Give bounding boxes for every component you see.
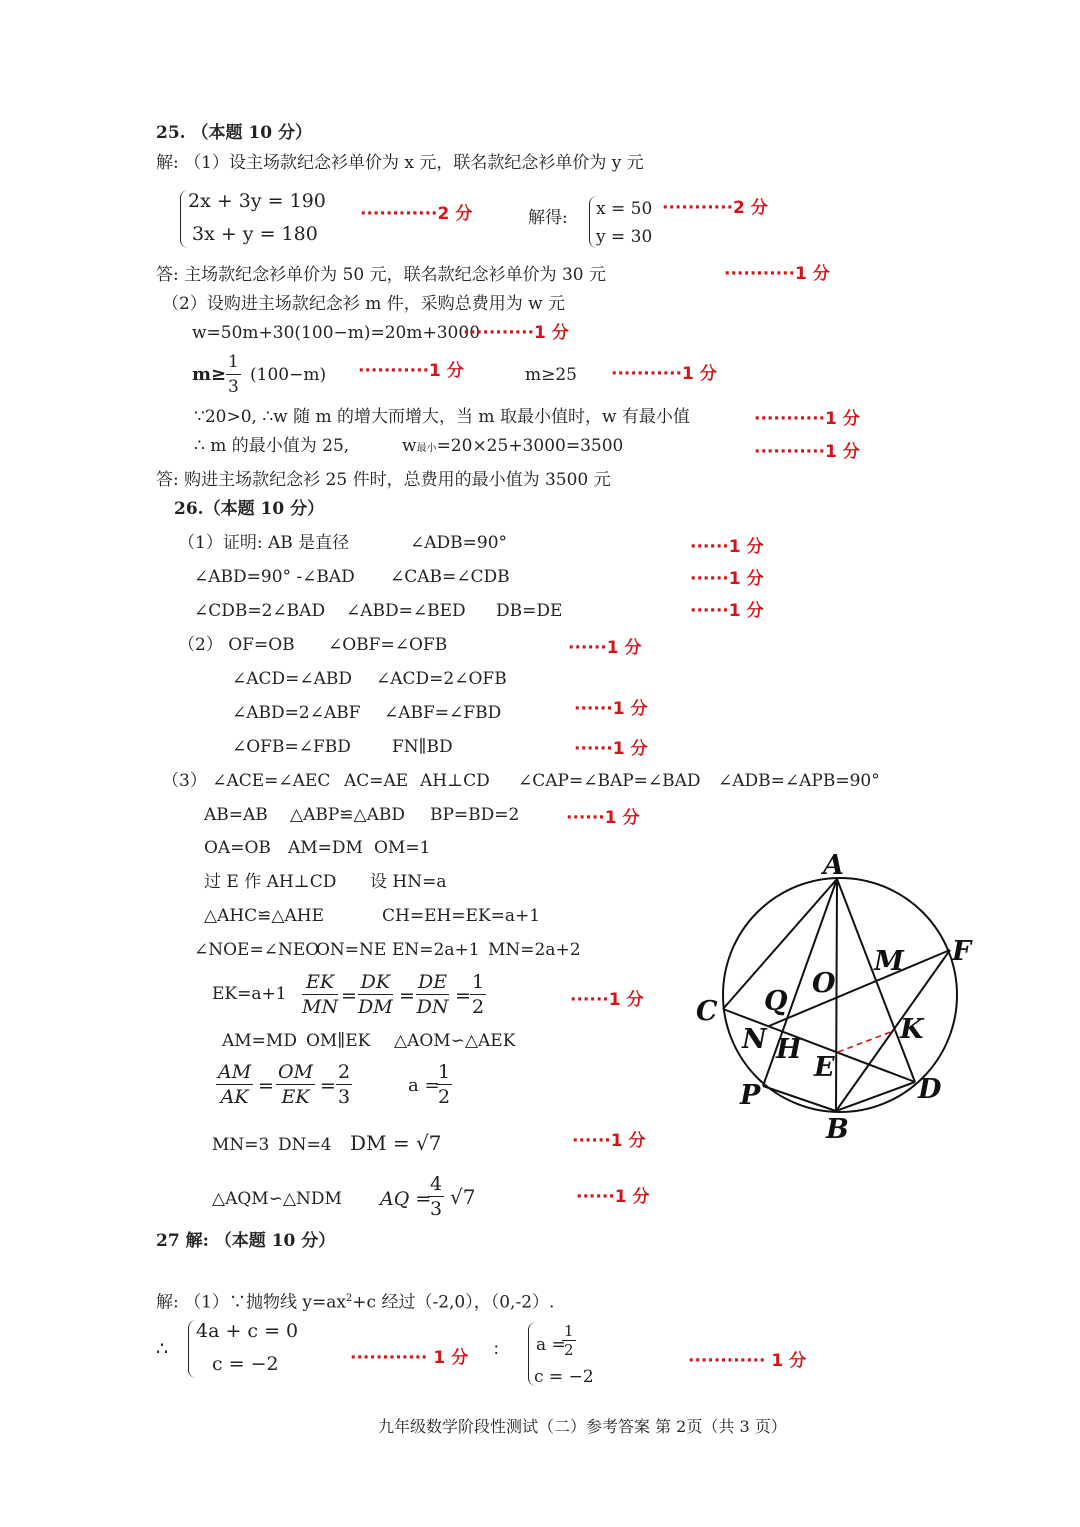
q26-aq-num: 4: [430, 1173, 443, 1195]
label-n: N: [742, 1024, 767, 1055]
q26-p3-l8c: △AOM∽△AEK: [394, 1031, 516, 1051]
q26-score-1: ······1 分: [690, 537, 764, 557]
line-pb: [763, 1086, 836, 1111]
label-o: O: [812, 968, 836, 999]
q25-ineq-num: 1: [226, 350, 241, 375]
q26-frac-two-thirds: [336, 1060, 352, 1109]
q26-p3-l5a: △AHC≌△AHE: [204, 906, 325, 926]
q25-line1: 解: （1）设主场款纪念衫单价为 x 元，联名款纪念衫单价为 y 元: [156, 153, 644, 173]
q25-sol-x: x = 50: [596, 199, 653, 219]
label-c: C: [696, 996, 718, 1027]
q26-p2-l1a: （2） OF=OB: [178, 635, 295, 655]
q26-p3-l6d: MN=2a+2: [488, 940, 581, 960]
q26-score-7: ······1 分: [566, 808, 640, 828]
q26-p1-l2a: ∠ABD=90° -∠BAD: [194, 567, 355, 587]
q26-score-10: ······1 分: [576, 1187, 650, 1207]
label-b: B: [826, 1114, 849, 1145]
q26-p3-l8a: AM=MD: [222, 1031, 297, 1051]
q26-p2-l2a: ∠ACD=∠ABD: [232, 669, 353, 689]
q26-p3-l10a: MN=3: [212, 1135, 270, 1155]
q26-p3-l5b: CH=EH=EK=a+1: [382, 906, 541, 926]
q26-p2-l1b: ∠OBF=∠OFB: [328, 635, 448, 655]
q26-frac-half: [470, 970, 486, 1019]
q25-m-ge: m≥25: [525, 365, 577, 385]
q25-score-eq1: ············2 分: [360, 204, 473, 224]
q25-solve-label: 解得:: [528, 208, 568, 228]
q25-score-therefore: ···········1 分: [754, 442, 860, 462]
q26-frac-aq: [428, 1172, 444, 1221]
q26-p3-l1c: AH⊥CD: [420, 771, 490, 791]
q26-score-2: ······1 分: [690, 569, 764, 589]
q25-score-w: ···········1 分: [463, 323, 569, 343]
q26-p3-l6c: EN=2a+1: [392, 940, 480, 960]
q26-header: 26.（本题 10 分）: [174, 499, 325, 519]
q26-eq-sign-1: =: [341, 985, 357, 1007]
q26-f3-num: DE: [418, 971, 448, 993]
q27-frac-a: [562, 1322, 576, 1359]
q26-aq-pre: AQ =: [380, 1188, 432, 1210]
q26-p3-l1d: ∠CAP=∠BAP=∠BAD: [518, 771, 701, 791]
q25-w-expr: w=50m+30(100−m)=20m+3000: [192, 323, 481, 343]
q25-answer-2: 答: 购进主场款纪念衫 25 件时，总费用的最小值为 3500 元: [156, 470, 611, 490]
q26-p2-l2b: ∠ACD=2∠OFB: [376, 669, 507, 689]
q26-score-3: ······1 分: [690, 601, 764, 621]
q26-score-9: ······1 分: [572, 1131, 646, 1151]
q26-frac-dk-dm: [358, 970, 393, 1019]
label-q: Q: [764, 986, 788, 1017]
q26-g2-num: OM: [278, 1061, 314, 1083]
page-footer: 九年级数学阶段性测试（二）参考答案 第 2页（共 3 页）: [378, 1417, 787, 1436]
q25-sol-y: y = 30: [596, 227, 653, 247]
label-f: F: [952, 936, 972, 967]
q26-score-8: ······1 分: [570, 990, 644, 1010]
q25-wmin-pre: w: [402, 436, 417, 456]
q25-because: ∵20>0, ∴w 随 m 的增大而增大，当 m 取最小值时，w 有最小值: [194, 407, 690, 427]
q26-p3-l3a: OA=OB: [204, 838, 271, 858]
q25-eq1b: 3x + y = 180: [192, 223, 318, 245]
q26-p3-l4b: 设 HN=a: [370, 872, 447, 892]
q26-p1-l3b: ∠ABD=∠BED: [346, 601, 466, 621]
q26-p3-l2b: △ABP≌△ABD: [290, 805, 405, 825]
q26-g3-den: 3: [338, 1086, 351, 1108]
q26-frac-om-ek: [276, 1060, 315, 1109]
q25-score-sol: ···········2 分: [662, 198, 768, 218]
q27-score-1: ············ 1 分: [350, 1348, 469, 1368]
q27-score-2: ············ 1 分: [688, 1351, 807, 1371]
q27-header: 27 解: （本题 10 分）: [156, 1231, 336, 1251]
q26-g3-num: 2: [338, 1061, 351, 1083]
q26-p2-l3a: ∠ABD=2∠ABF: [232, 703, 361, 723]
q26-p3-l1a: （3） ∠ACE=∠AEC: [162, 771, 331, 791]
q27-eq1: 4a + c = 0: [196, 1320, 299, 1342]
q26-g4-num: 1: [438, 1061, 451, 1083]
q26-score-6: ······1 分: [574, 739, 648, 759]
q26-p3-l6a: ∠NOE=∠NEO: [194, 940, 320, 960]
q26-p2-l4a: ∠OFB=∠FBD: [232, 737, 351, 757]
q26-eq-sign-4: =: [258, 1075, 274, 1097]
q26-p3-l2c: BP=BD=2: [430, 805, 520, 825]
q27-sol-a-den: 2: [564, 1341, 574, 1359]
q25-wmin-post: =20×25+3000=3500: [436, 436, 624, 456]
q26-f3-den: DN: [416, 996, 449, 1018]
q26-p3-l11a: △AQM∽△NDM: [212, 1189, 342, 1209]
q26-score-4: ······1 分: [568, 638, 642, 658]
q26-aq-post: √7: [450, 1185, 476, 1209]
q25-score-mge: ···········1 分: [611, 364, 717, 384]
q26-f1-num: EK: [302, 970, 338, 995]
q26-f4-den: 2: [472, 996, 485, 1018]
q26-g2-den: EK: [281, 1086, 310, 1108]
q27-therefore: ∴: [156, 1338, 169, 1360]
q26-p3-l6b: ON=NE: [316, 940, 387, 960]
q27-line1-post: +c 经过（-2,0），（0,-2）.: [352, 1292, 555, 1313]
q26-dm-expr: DM = √7: [350, 1131, 442, 1155]
q26-p2-l4b: FN∥BD: [392, 737, 453, 757]
geometry-diagram: [690, 840, 980, 1150]
q26-f1-den: MN: [302, 996, 339, 1018]
dashed-ek: [838, 1030, 896, 1052]
q25-wmin: [402, 435, 623, 460]
q26-p3-l1e: ∠ADB=∠APB=90°: [718, 771, 880, 791]
q26-f2-num: DK: [358, 970, 393, 995]
q25-ineq-den: 3: [228, 377, 239, 397]
q25-part2: （2）设购进主场款纪念衫 m 件，采购总费用为 w 元: [162, 294, 566, 314]
q26-p3-l4a: 过 E 作 AH⊥CD: [204, 872, 337, 892]
q26-frac-am-ak: [216, 1060, 253, 1109]
q26-p3-l3c: OM=1: [374, 838, 431, 858]
q26-p3-l8b: OM∥EK: [306, 1031, 371, 1051]
q27-eq2: c = −2: [212, 1353, 279, 1375]
q25-wmin-sub: 最小: [416, 443, 437, 454]
label-p: P: [740, 1080, 761, 1111]
q27-colon: ∶: [494, 1341, 499, 1361]
label-m: M: [874, 946, 904, 977]
q26-g1-den: AK: [220, 1086, 249, 1108]
q27-line1-sup: 2: [345, 1293, 353, 1304]
q26-p3-l2a: AB=AB: [204, 805, 268, 825]
q26-p1-l1b: ∠ADB=90°: [410, 533, 508, 553]
q26-p3-l1b: AC=AE: [344, 771, 409, 791]
q26-f4-num: 1: [472, 971, 485, 993]
q26-frac-a: [436, 1060, 452, 1109]
q26-p1-l3a: ∠CDB=2∠BAD: [194, 601, 326, 621]
q26-a-eq: a =: [408, 1075, 440, 1096]
label-h: H: [776, 1034, 802, 1065]
q26-p1-l1a: （1）证明: AB 是直径: [178, 533, 350, 553]
q25-score-because: ···········1 分: [754, 409, 860, 429]
label-d: D: [918, 1074, 942, 1105]
q26-g1-num: AM: [218, 1061, 252, 1083]
label-a: A: [823, 850, 844, 881]
q26-ek: EK=a+1: [212, 984, 287, 1004]
q26-eq-sign-2: =: [399, 985, 415, 1007]
q25-ineq-left: m≥: [192, 364, 227, 385]
q26-aq-den: 3: [430, 1198, 443, 1220]
q27-sol-c: c = −2: [534, 1367, 594, 1387]
q25-eq1a: 2x + 3y = 190: [188, 190, 326, 212]
q25-therefore: ∴ m 的最小值为 25,: [194, 436, 350, 456]
q26-p1-l2b: ∠CAB=∠CDB: [390, 567, 510, 587]
q25-score-ans1: ···········1 分: [724, 264, 830, 284]
q25-answer-1: 答: 主场款纪念衫单价为 50 元，联名款纪念衫单价为 30 元: [156, 265, 607, 285]
q25-score-ineq: ···········1 分: [358, 361, 464, 381]
q26-eq-sign-5: =: [320, 1075, 336, 1097]
q27-line1-pre: 解: （1）∵抛物线 y=ax: [156, 1292, 346, 1313]
line-ab: [836, 879, 837, 1111]
q26-score-5: ······1 分: [574, 699, 648, 719]
q25-ineq-right: (100−m): [250, 365, 327, 385]
q25-header: 25. （本题 10 分）: [156, 123, 312, 143]
q26-p1-l3c: DB=DE: [496, 601, 563, 621]
q26-frac-ek-mn: [302, 970, 338, 1019]
q26-frac-de-dn: [416, 970, 449, 1019]
q27-sol-a-pre: a =: [536, 1335, 566, 1355]
q27-sol-a-num: 1: [564, 1322, 574, 1340]
label-e: E: [814, 1052, 835, 1083]
q26-eq-sign-3: =: [455, 985, 471, 1007]
q26-p3-l10b: DN=4: [278, 1135, 332, 1155]
q26-p3-l3b: AM=DM: [288, 838, 363, 858]
q27-line1: [156, 1288, 554, 1314]
q26-g4-den: 2: [438, 1086, 451, 1108]
q26-f2-den: DM: [358, 996, 393, 1018]
q25-ineq-fraction: [226, 350, 241, 399]
label-k: K: [900, 1014, 924, 1045]
q26-p2-l3b: ∠ABF=∠FBD: [384, 703, 502, 723]
